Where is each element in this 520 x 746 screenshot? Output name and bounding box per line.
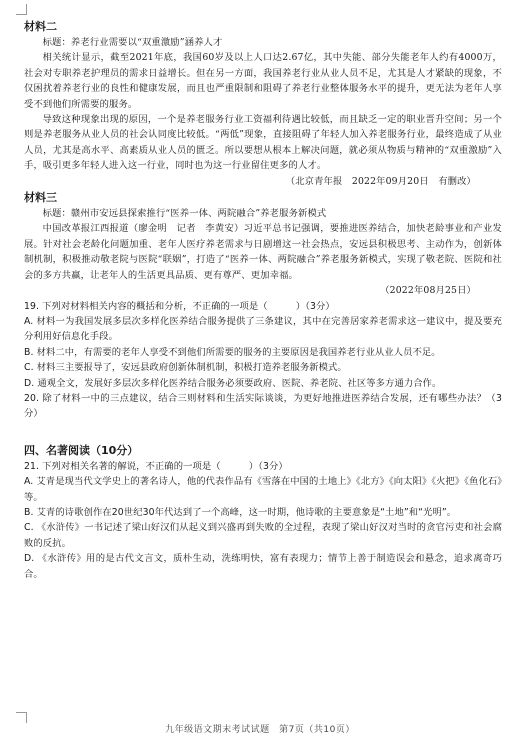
material-3-title: 标题：赣州市安远县探索推行“医养一体、两院融合”养老服务新模式 — [42, 208, 327, 220]
section-4-heading: 四、名著阅读（10分） — [24, 443, 139, 457]
question-19-option-c: C. 材料三主要报导了，安远县政府创新体制机制，积极打造养老服务新模式。 — [24, 362, 347, 374]
material-2-heading: 材料二 — [24, 20, 57, 33]
question-19-option-b: B. 材料二中，有需要的老年人享受不到他们所需要的服务的主要原因是我国养老行业从业人员不足。 — [24, 346, 441, 358]
material-2-paragraph-2: 导致这种现象出现的原因，一个是养老服务行业工资福利待遇比较低，而且缺乏一定的职业晋升空间；另一个则是养老服务从业人员的社会认同度比较低。“两低”现象，直接阻碍了年轻人加入养老服务行业，最终造成了从业人员，尤其是高水平、高素质从业人员的匮乏。所以要想从根本上解决问题，就必须从物质与精神的“双重激励”入手，吸引更多年轻人进入这一行业，同时也为这一行业留住更多的人才。 — [24, 114, 502, 172]
material-3-heading: 材料三 — [24, 191, 57, 205]
question-21-stem: 21. 下列对相关名著的解说，不正确的一项是（ ）（3分） — [24, 460, 288, 472]
material-3-source: （2022年08月25日） — [380, 285, 476, 297]
exam-page — [24, 4, 502, 582]
material-3-paragraph-1: 中国改革报江西报道（廖金明 记者 李黄安）习近平总书记强调，要推进医养结合，加快老龄事业和产业发展。针对社会老龄化问题加重、老年人医疗养老需求与日剧增这一社会热点，安远县积极思考、主动作为，创新体制机制，积极推动敬老院与医院“联姻”，打造了“医养一体、两院融合”养老服务新模式，实现了敬老院、医院和社会的多方共赢，让老年人的生活更具品质、更有尊严、更加幸福。 — [24, 223, 502, 281]
question-21-option-c: C. 《水浒传》一书记述了梁山好汉们从起义到兴盛再到失败的全过程，表现了梁山好汉对当时的贪官污吏和社会腐败的反抗。 — [24, 522, 502, 549]
question-21-option-a: A. 艾青是现当代文学史上的著名诗人，他的代表作品有《雪落在中国的土地上》《北方》《向太阳》《火把》《鱼化石》等。 — [24, 476, 502, 503]
question-21-option-b: B. 艾青的诗歌创作在20世纪30年代达到了一个高峰，这一时期，他诗歌的主要意象是“土地”和“光明”。 — [24, 506, 457, 518]
question-20-stem: 20. 除了材料一中的三点建议，结合三则材料和生活实际谈谈，为更好地推进医养结合发展，还有哪些办法？（3分） — [24, 392, 502, 420]
page-footer: 九年级语文期末考试试题 第7页（共10页） — [165, 725, 355, 735]
material-2-paragraph-1: 相关统计显示，截至2021年底，我国60岁及以上人口达2.67亿，其中失能、部分失能老年人约有4000万，社会对专职养老护理员的需求日益增长。但在另一方面，我国养老行业从业人员不足，尤其是人才紧缺的现象，不仅困扰着养老行业的良性和健康发展，而且也严重限制和阻碍了养老行业整体服务水平的提升，更无法为老年人享受不到他们所需要的服务。 — [24, 52, 502, 110]
question-21-option-d: D. 《水浒传》用的是古代文言文，质朴生动，洗练明快，富有表现力；情节上善于制造误会和悬念，追求离奇巧合。 — [24, 553, 502, 580]
material-2-source: （北京青年报 2022年09月20日 有删改） — [285, 175, 476, 187]
question-19-option-d: D. 通观全文，发展好多层次多样化医养结合服务必须要政府、医院、养老院、社区等多方通力合作。 — [24, 377, 442, 389]
answer-space — [24, 422, 502, 442]
question-19-option-a: A. 材料一为我国发展多层次多样化医养结合服务提供了三条建议，其中在完善居家养老需求这一建议中，提及要充分利用好信息化手段。 — [24, 315, 502, 343]
question-19-stem: 19. 下列对材料相关内容的概括和分析，不正确的一项是（ ）（3分） — [24, 300, 335, 312]
material-2-title: 标题：养老行业需要以“双重激励”涵养人才 — [42, 37, 223, 48]
